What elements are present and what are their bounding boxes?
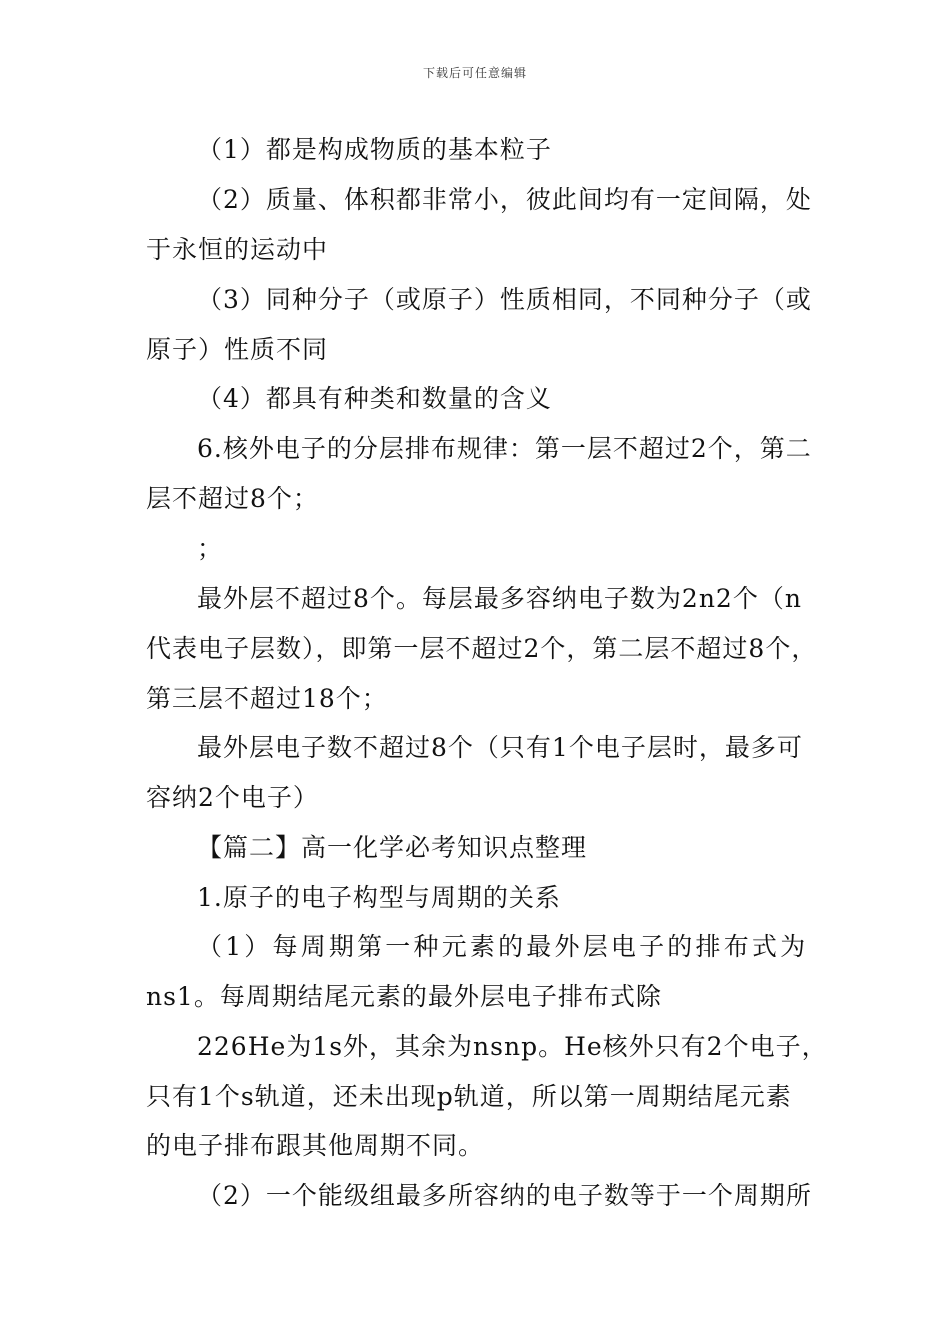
text-line: （2）一个能级组最多所容纳的电子数等于一个周期所 <box>197 1181 812 1210</box>
text-line: （1）都是构成物质的基本粒子 <box>197 135 552 164</box>
text-line: （3）同种分子（或原子）性质相同，不同种分子（或 <box>197 285 812 314</box>
text-line: 只有1个s轨道，还未出现p轨道，所以第一周期结尾元素 <box>146 1082 792 1111</box>
text-line: 的电子排布跟其他周期不同。 <box>146 1131 485 1160</box>
text-line: 最外层电子数不超过8个（只有1个电子层时，最多可 <box>197 733 803 762</box>
text-line: （1）每周期第一种元素的最外层电子的排布式为 <box>197 932 809 961</box>
text-line: 原子）性质不同 <box>146 335 329 364</box>
page-header: 下载后可任意编辑 <box>422 66 527 80</box>
section-heading: 【篇二】高一化学必考知识点整理 <box>197 833 588 862</box>
text-line: 第三层不超过18个； <box>146 684 388 713</box>
text-line: 层不超过8个； <box>146 484 319 513</box>
text-line: 代表电子层数），即第一层不超过2个，第二层不超过8个， <box>146 634 818 663</box>
text-line: 于永恒的运动中 <box>146 235 329 264</box>
text-line: 226He为1s外，其余为nsnp。He核外只有2个电子， <box>197 1032 828 1061</box>
text-line: ns1。每周期结尾元素的最外层电子排布式除 <box>146 982 662 1011</box>
text-line: 1.原子的电子构型与周期的关系 <box>197 883 561 912</box>
text-line: 6.核外电子的分层排布规律：第一层不超过2个，第二 <box>197 434 812 463</box>
text-line: 容纳2个电子） <box>146 783 319 812</box>
text-line: （4）都具有种类和数量的含义 <box>197 384 552 413</box>
text-line: 最外层不超过8个。每层最多容纳电子数为2n2个（n <box>197 584 802 613</box>
text-line: ； <box>197 534 224 563</box>
text-line: （2）质量、体积都非常小，彼此间均有一定间隔，处 <box>197 185 812 214</box>
